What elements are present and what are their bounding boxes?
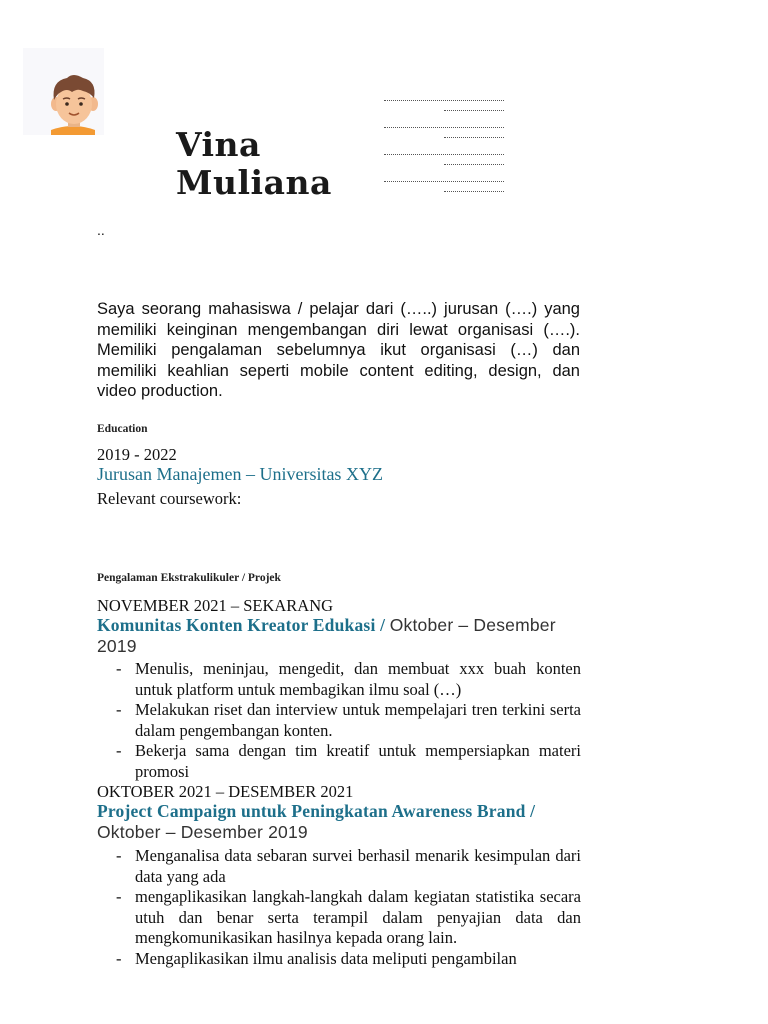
bullet-text: mengaplikasikan langkah-langkah dalam kegiatan statistika secara utuh dan benar serta terampil dalam penyajian data dan mengkomunikasikan hasilnya kepada orang lain. (135, 887, 581, 947)
list-item: - mengaplikasikan langkah-langkah dalam kegiatan statistika secara utuh dan benar serta terampil dalam penyajian data dan mengkomunikasikan hasilnya kepada orang lain. (116, 887, 581, 947)
person-name: Vina Muliana (176, 125, 332, 202)
education-heading: Education (97, 423, 148, 435)
bullet-text: Menulis, meninjau, mengedit, dan membuat xxx buah konten untuk platform untuk membagikan ilmu soal (…) (135, 659, 581, 699)
list-item: - Mengaplikasikan ilmu analisis data meliputi pengambilan (116, 948, 517, 968)
avatar (23, 48, 104, 135)
experience-heading: Pengalaman Ekstrakulikuler / Projek (97, 572, 281, 584)
coursework-label: Relevant coursework: (97, 489, 242, 508)
experience-item (97, 782, 581, 969)
placeholder-dots: .. (97, 222, 105, 238)
experience-title (97, 801, 581, 843)
profile-summary: Saya seorang mahasiswa / pelajar dari (…..) jurusan (….) yang memiliki keinginan mengembangan diri lewat organisasi (….). Memiliki pengalaman sebelumnya ikut organisasi (…) dan memiliki keahlian seperti mobile content editing, design, dan video production. (97, 300, 580, 401)
list-item: - Menulis, meninjau, mengedit, dan membuat xxx buah konten untuk platform untuk membagikan ilmu soal (…) (116, 659, 581, 699)
bullet-text: Bekerja sama dengan tim kreatif untuk mempersiapkan materi promosi (135, 741, 581, 781)
bullet-text: Melakukan riset dan interview untuk mempelajari tren terkini serta dalam pengembangan konten. (135, 700, 581, 740)
experience-period: Oktober – Desember 2019 (97, 615, 556, 656)
education-title: Jurusan Manajemen – Universitas XYZ (97, 464, 383, 484)
experience-date: NOVEMBER 2021 – SEKARANG (97, 596, 334, 615)
list-item: - Bekerja sama dengan tim kreatif untuk mempersiapkan materi promosi (116, 741, 581, 781)
dotted-placeholder-lines (384, 95, 504, 196)
education-years: 2019 - 2022 (97, 445, 177, 464)
bullet-text: Mengaplikasikan ilmu analisis data meliputi pengambilan (135, 948, 517, 968)
experience-date: OKTOBER 2021 – DESEMBER 2021 (97, 782, 354, 801)
experience-list (97, 596, 581, 969)
experience-title-text: Komunitas Konten Kreator Edukasi / (97, 615, 390, 635)
bullet-text: Menganalisa data sebaran survei berhasil menarik kesimpulan dari data yang ada (135, 846, 581, 886)
list-item: - Menganalisa data sebaran survei berhasil menarik kesimpulan dari data yang ada (116, 846, 581, 886)
list-item: - Melakukan riset dan interview untuk mempelajari tren terkini serta dalam pengembangan konten. (116, 700, 581, 740)
boy-avatar-icon (23, 48, 104, 135)
experience-title (97, 615, 581, 657)
experience-title-text: Project Campaign untuk Peningkatan Awareness Brand / (97, 801, 536, 821)
experience-period: Oktober – Desember 2019 (97, 822, 308, 842)
experience-item (97, 596, 581, 782)
